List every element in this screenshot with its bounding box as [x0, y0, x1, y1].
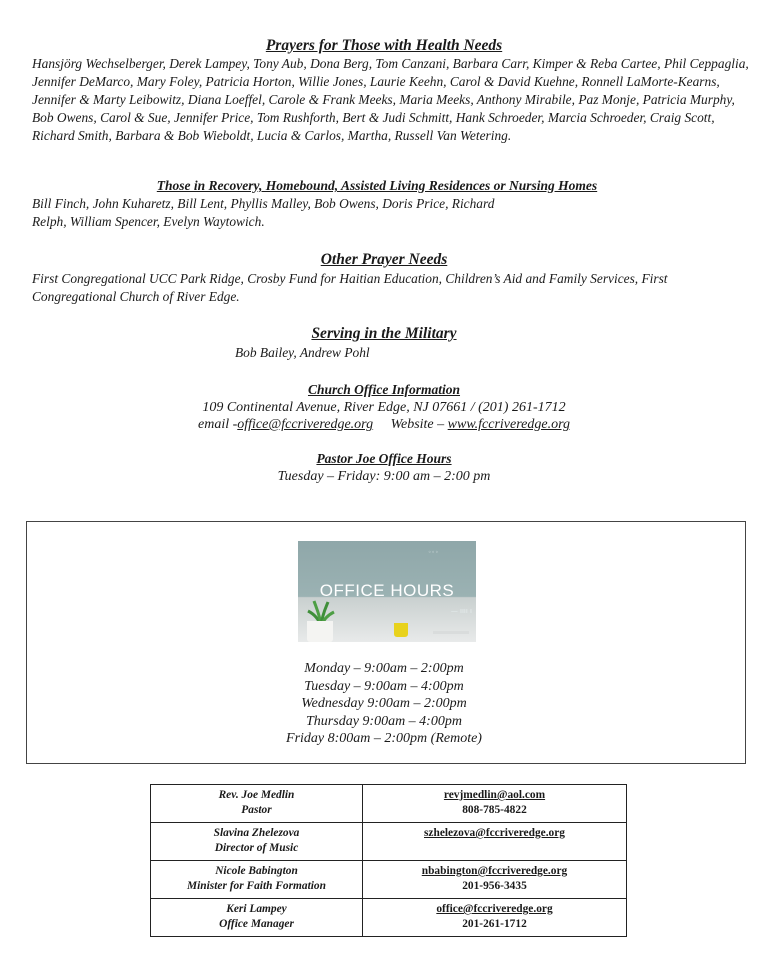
- staff-contact-cell: [363, 785, 627, 823]
- office-contact-line: [0, 416, 768, 434]
- staff-role: Director of Music: [214, 842, 299, 854]
- staff-name: Keri Lampey: [226, 903, 287, 915]
- staff-email[interactable]: szhelezova@fccriveredge.org: [424, 827, 565, 839]
- staff-table: [150, 784, 627, 937]
- spacer: [373, 417, 391, 432]
- office-address: 109 Continental Avenue, River Edge, NJ 07661 / (201) 261-1712: [202, 400, 566, 415]
- health-needs-title: Prayers for Those with Health Needs: [265, 37, 503, 54]
- staff-name: Rev. Joe Medlin: [218, 789, 295, 801]
- table-row: [151, 823, 627, 861]
- health-needs-list: Hansjörg Wechselberger, Derek Lampey, Tony Aub, Dona Berg, Tom Canzani, Barbara Carr, Kimper & Reba Cartee, Phil Ceppaglia, Jennifer DeMarco, Mary Foley, Patricia Horton, Willie Jones, Laurie Keehn, Carol & David Kuehne, Ronnell LaMorte-Kearns, Jennifer & Marty Leibowitz, Diana Loeffel, Carole & Frank Meeks, Maria Meeks, Anthony Mirabile, Paz Monje, Patricia Murphy, Bob Owens, Carol & Sue, Jennifer Price, Tom Rushforth, Bert & Judi Schmitt, Hank Schroeder, Marcia Schroeder, Craig Scott, Richard Smith, Barbara & Bob Wieboldt, Lucia & Carlos, Martha, Russell Van Wetering.: [32, 56, 749, 143]
- email-prefix: email -: [198, 417, 238, 432]
- image-logo-mark: ◦◦◦: [428, 549, 439, 556]
- recovery-title: Those in Recovery, Homebound, Assisted Living Residences or Nursing Homes: [156, 178, 598, 193]
- staff-contact-cell: [363, 861, 627, 899]
- staff-contact-cell: [363, 823, 627, 861]
- office-hours-image-title: OFFICE HOURS: [319, 581, 455, 600]
- device-shape: [433, 631, 469, 634]
- hours-thursday: Thursday 9:00am – 4:00pm: [306, 713, 462, 729]
- hours-friday: Friday 8:00am – 2:00pm (Remote): [286, 731, 482, 747]
- other-needs-text: First Congregational UCC Park Ridge, Crosby Fund for Haitian Education, Children’s Aid and Family Services, First Congregational Church of River Edge.: [32, 271, 668, 304]
- other-needs-title: Other Prayer Needs: [320, 251, 448, 268]
- recovery-list: Bill Finch, John Kuharetz, Bill Lent, Phyllis Malley, Bob Owens, Doris Price, Richard Relph, William Spencer, Evelyn Waytowich.: [32, 196, 495, 229]
- hours-tuesday: Tuesday – 9:00am – 4:00pm: [304, 678, 464, 694]
- staff-name: Nicole Babington: [215, 865, 298, 877]
- staff-contact-cell: [363, 899, 627, 937]
- pastor-hours-text: Tuesday – Friday: 9:00 am – 2:00 pm: [277, 469, 491, 484]
- staff-name: Slavina Zhelezova: [213, 827, 300, 839]
- staff-phone: 808-785-4822: [462, 804, 527, 816]
- staff-email[interactable]: revjmedlin@aol.com: [443, 789, 546, 801]
- staff-name-cell: [151, 785, 363, 823]
- staff-role: Pastor: [241, 804, 272, 816]
- military-title: Serving in the Military: [311, 325, 457, 342]
- military-names: Bob Bailey, Andrew Pohl: [235, 345, 370, 360]
- website-link[interactable]: www.fccriveredge.org: [447, 417, 570, 432]
- staff-phone: 201-261-1712: [462, 918, 527, 930]
- staff-email[interactable]: nbabington@fccriveredge.org: [421, 865, 568, 877]
- office-email-link[interactable]: office@fccriveredge.org: [237, 417, 374, 432]
- table-row: [151, 861, 627, 899]
- staff-phone: 201-956-3435: [462, 880, 527, 892]
- pastor-hours-title: Pastor Joe Office Hours: [316, 451, 452, 466]
- mug-icon: [394, 623, 408, 637]
- staff-role: Office Manager: [219, 918, 294, 930]
- hours-wednesday: Wednesday 9:00am – 2:00pm: [301, 696, 467, 712]
- pot-shape: [307, 621, 333, 642]
- website-prefix: Website –: [390, 417, 448, 432]
- staff-name-cell: [151, 861, 363, 899]
- office-hours-image: [298, 541, 476, 642]
- staff-role: Minister for Faith Formation: [187, 880, 326, 892]
- dots-decoration: — ıııı ı: [450, 607, 472, 615]
- table-row: [151, 785, 627, 823]
- office-info-title: Church Office Information: [307, 382, 461, 397]
- staff-email[interactable]: office@fccriveredge.org: [436, 903, 553, 915]
- table-row: [151, 899, 627, 937]
- staff-name-cell: [151, 899, 363, 937]
- staff-name-cell: [151, 823, 363, 861]
- hours-monday: Monday – 9:00am – 2:00pm: [304, 661, 464, 676]
